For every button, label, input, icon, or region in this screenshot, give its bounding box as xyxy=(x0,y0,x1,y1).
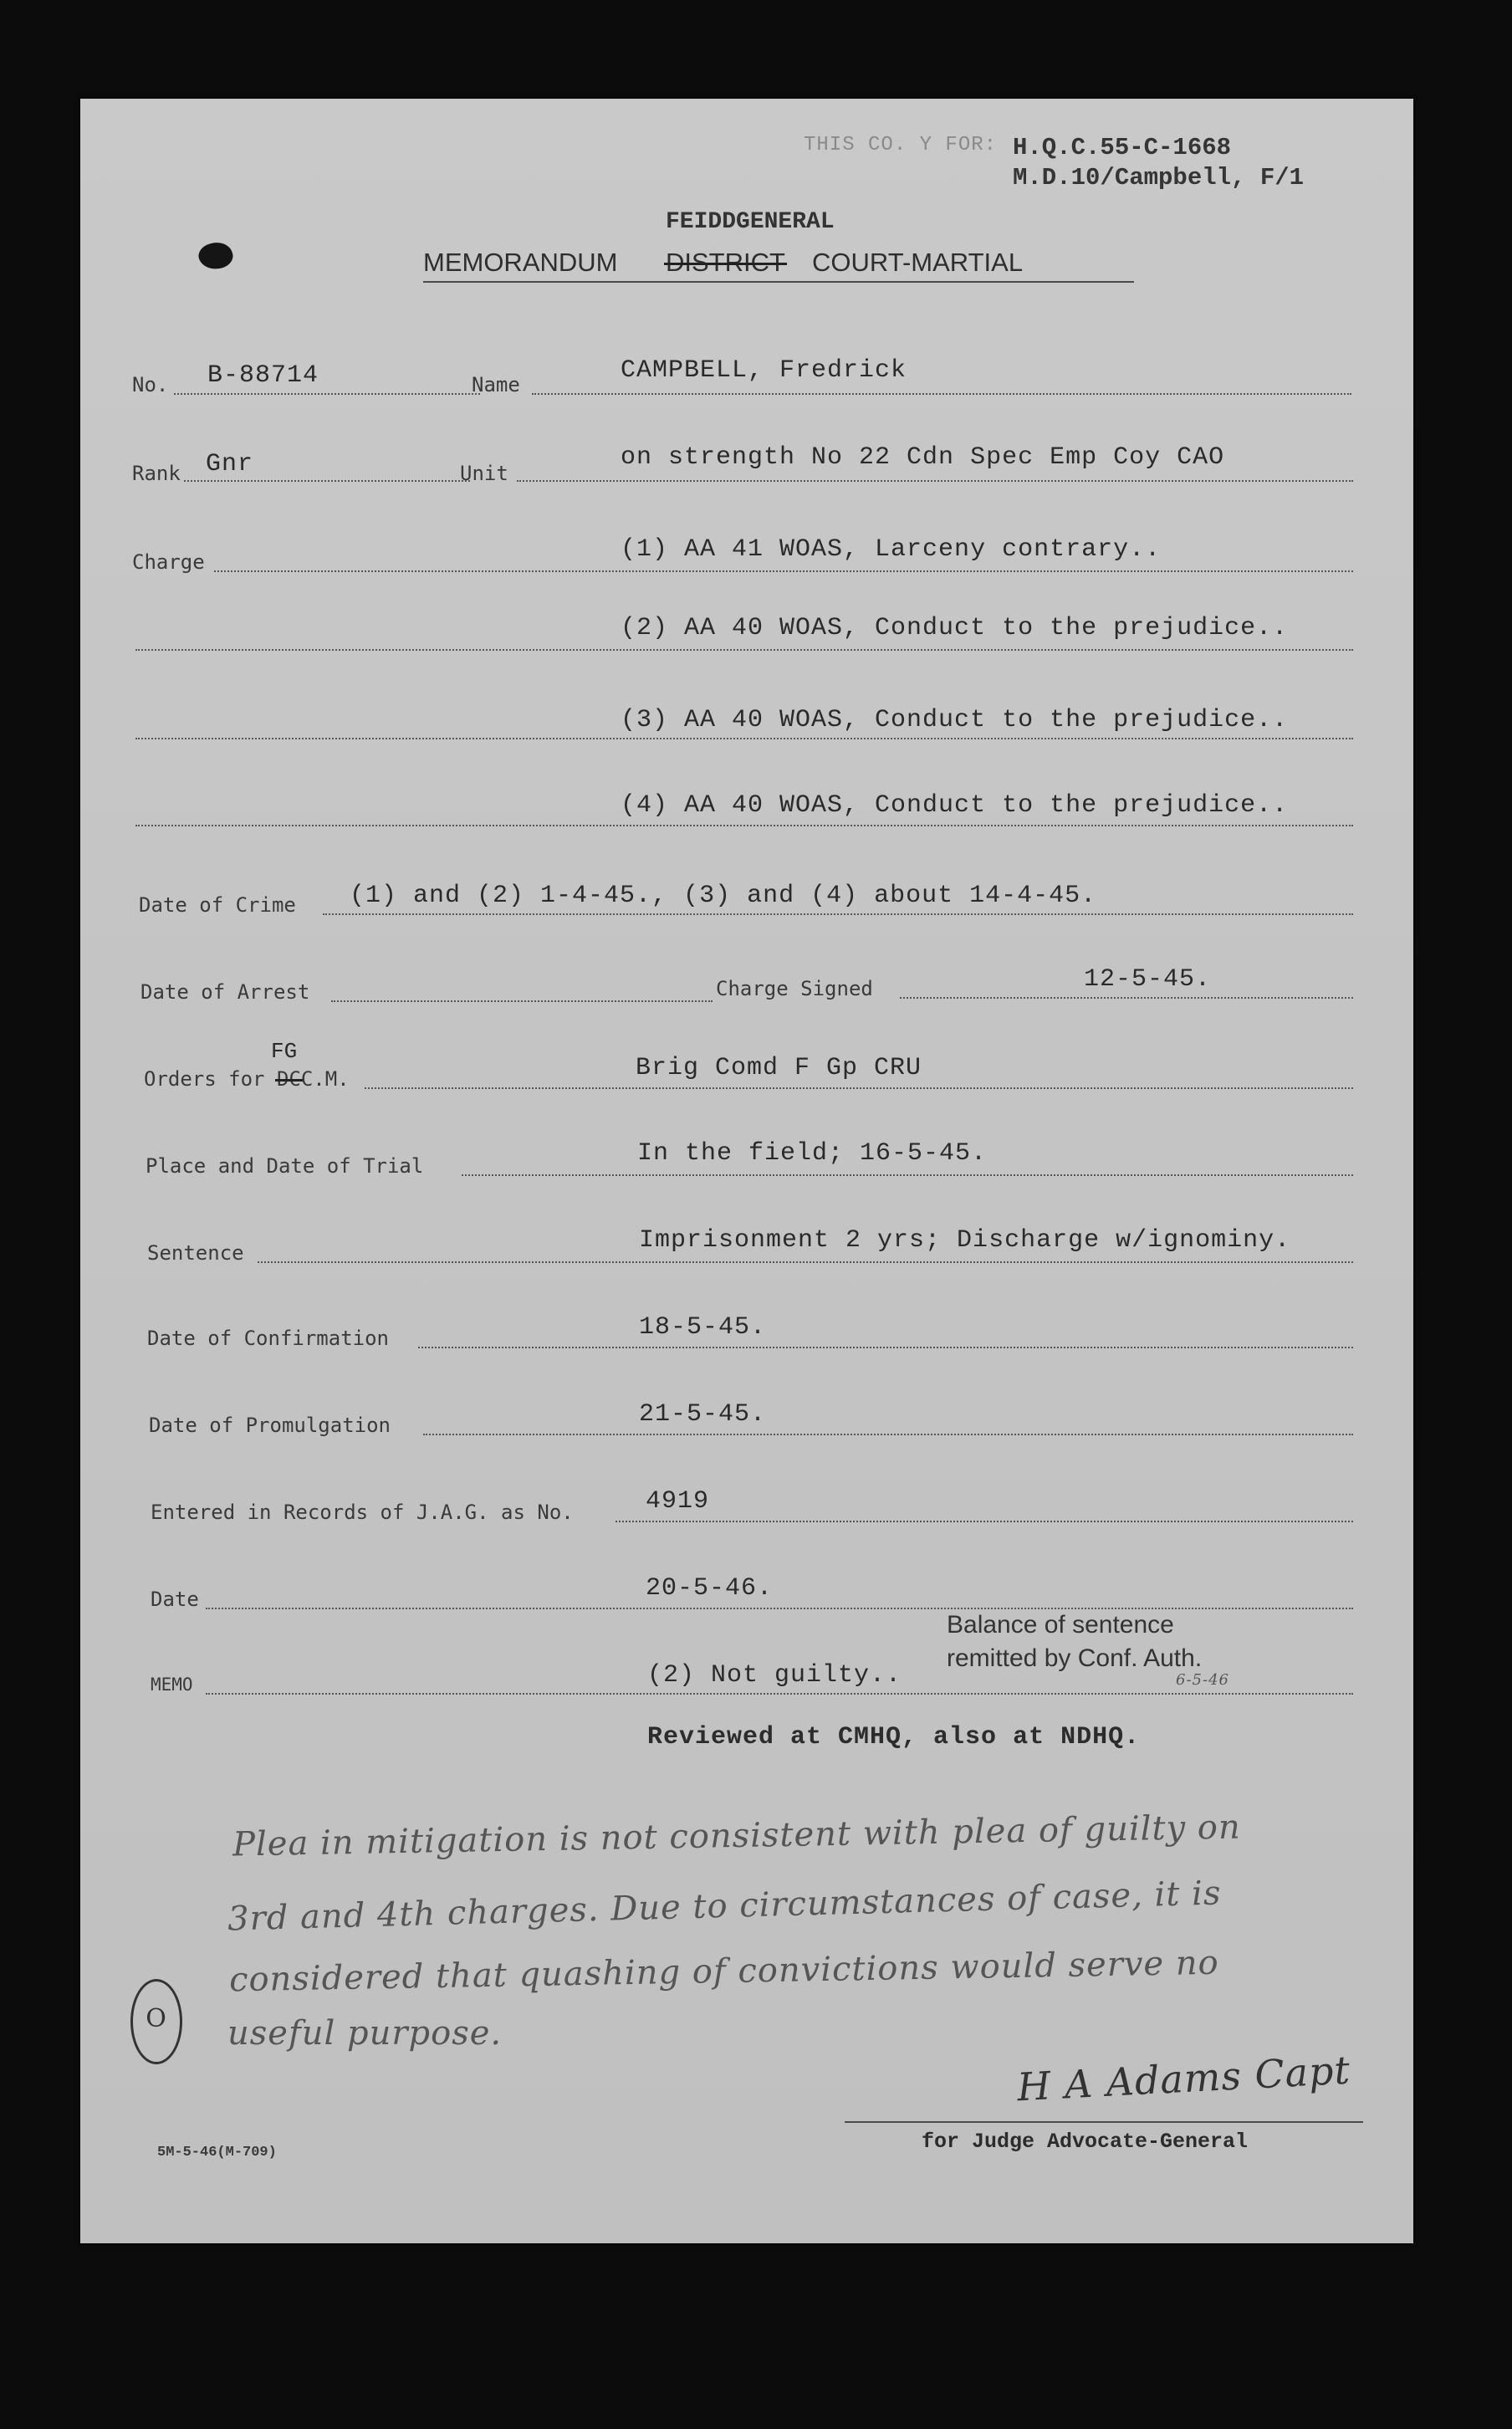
date-label: Date xyxy=(151,1588,199,1611)
rank-value: Gnr xyxy=(206,450,254,478)
charge-signed-line xyxy=(900,997,1353,999)
charge-1: (1) AA 41 WOAS, Larceny contrary.. xyxy=(621,535,1162,564)
charge-4: (4) AA 40 WOAS, Conduct to the prejudice.. xyxy=(621,791,1289,820)
memo-label: MEMO xyxy=(151,1675,193,1695)
charge-signed-value: 12-5-45. xyxy=(1084,965,1212,994)
court-martial-title: COURT-MARTIAL xyxy=(812,248,1024,277)
rank-label: Rank xyxy=(132,462,181,485)
arrest-date-line xyxy=(331,1000,713,1002)
reviewed-note: Reviewed at CMHQ, also at NDHQ. xyxy=(647,1723,1141,1751)
rank-dotted-line xyxy=(184,480,470,482)
signature: H A Adams Capt xyxy=(1015,2047,1352,2110)
confirmation-value: 18-5-45. xyxy=(639,1313,767,1342)
file-reference: H.Q.C.55-C-1668 xyxy=(1013,134,1232,161)
orders-label-prefix: Orders for xyxy=(144,1067,265,1091)
promulgation-line xyxy=(423,1434,1353,1435)
jag-entry-line xyxy=(616,1521,1353,1522)
handwritten-line-3: considered that quashing of convictions would serve no xyxy=(228,1943,1220,2000)
promulgation-value: 21-5-45. xyxy=(639,1400,767,1429)
sentence-value: Imprisonment 2 yrs; Discharge w/ignominy. xyxy=(639,1226,1291,1255)
handwritten-line-4: useful purpose. xyxy=(227,2014,503,2053)
court-type-typed: FEIDDGENERAL xyxy=(666,209,835,235)
remission-stamp-line1: Balance of sentence xyxy=(947,1611,1174,1639)
trial-label: Place and Date of Trial xyxy=(146,1154,424,1178)
charge-3: (3) AA 40 WOAS, Conduct to the prejudice.. xyxy=(621,706,1289,734)
promulgation-label: Date of Promulgation xyxy=(149,1414,391,1437)
confirmation-label: Date of Confirmation xyxy=(147,1327,389,1350)
copy-ref-prefix: THIS CO. Y FOR: xyxy=(804,134,998,156)
date-value: 20-5-46. xyxy=(646,1574,774,1603)
memo-line xyxy=(206,1693,1353,1695)
memorandum-page xyxy=(80,99,1413,2243)
handwritten-line-1: Plea in mitigation is not consistent with plea of guilty on xyxy=(232,1808,1242,1864)
trial-value: In the field; 16-5-45. xyxy=(637,1139,988,1168)
crime-date-value: (1) and (2) 1-4-45., (3) and (4) about 14-4-45. xyxy=(350,882,1097,910)
jag-entry-label: Entered in Records of J.A.G. as No. xyxy=(151,1501,574,1524)
arrest-date-label: Date of Arrest xyxy=(140,980,310,1004)
md-reference: M.D.10/Campbell, F/1 xyxy=(1013,164,1305,192)
ink-blot xyxy=(196,238,236,274)
sentence-line xyxy=(258,1261,1353,1263)
unit-dotted-line xyxy=(517,480,1353,482)
charge-label: Charge xyxy=(132,550,205,574)
crime-date-label: Date of Crime xyxy=(139,893,296,917)
margin-mark: O xyxy=(130,1979,182,2064)
handwritten-line-2: 3rd and 4th charges. Due to circumstances of case, it is xyxy=(227,1874,1223,1939)
orders-line xyxy=(365,1087,1353,1089)
title-line xyxy=(423,248,1134,283)
charge-line-4 xyxy=(135,825,1353,826)
trial-line xyxy=(462,1174,1353,1176)
struck-district: DISTRICT xyxy=(666,248,785,277)
crime-date-line xyxy=(323,913,1353,915)
charge-line-2 xyxy=(135,649,1353,651)
remission-stamp-date: 6-5-46 xyxy=(1176,1671,1229,1689)
date-line xyxy=(206,1608,1353,1609)
service-number: B-88714 xyxy=(207,361,319,390)
unit-value: on strength No 22 Cdn Spec Emp Coy CAO xyxy=(621,443,1225,472)
memo-value: (2) Not guilty.. xyxy=(647,1661,902,1690)
sentence-label: Sentence xyxy=(147,1241,244,1265)
memorandum-title: MEMORANDUM xyxy=(423,248,618,277)
orders-label xyxy=(144,1067,350,1091)
orders-label-suffix: C.M. xyxy=(300,1067,350,1091)
orders-insert: FG xyxy=(271,1039,298,1064)
charge-line-1 xyxy=(214,570,1353,572)
signature-role: for Judge Advocate-General xyxy=(922,2130,1249,2154)
charge-line-3 xyxy=(135,738,1353,739)
no-dotted-line xyxy=(174,393,480,395)
charge-signed-label: Charge Signed xyxy=(716,977,873,1000)
form-number: 5M-5-46(M-709) xyxy=(157,2145,277,2161)
jag-entry-number: 4919 xyxy=(646,1487,710,1516)
unit-label: Unit xyxy=(460,462,508,485)
orders-value: Brig Comd F Gp CRU xyxy=(636,1054,922,1082)
signature-line xyxy=(845,2121,1363,2123)
no-label: No. xyxy=(132,373,169,396)
name-label: Name xyxy=(472,373,520,396)
orders-label-struck: DC xyxy=(276,1067,301,1091)
charge-2: (2) AA 40 WOAS, Conduct to the prejudice.. xyxy=(621,614,1289,642)
remission-stamp-line2: remitted by Conf. Auth. xyxy=(947,1644,1203,1672)
confirmation-line xyxy=(418,1347,1353,1348)
name-dotted-line xyxy=(532,393,1351,395)
soldier-name: CAMPBELL, Fredrick xyxy=(621,356,907,385)
